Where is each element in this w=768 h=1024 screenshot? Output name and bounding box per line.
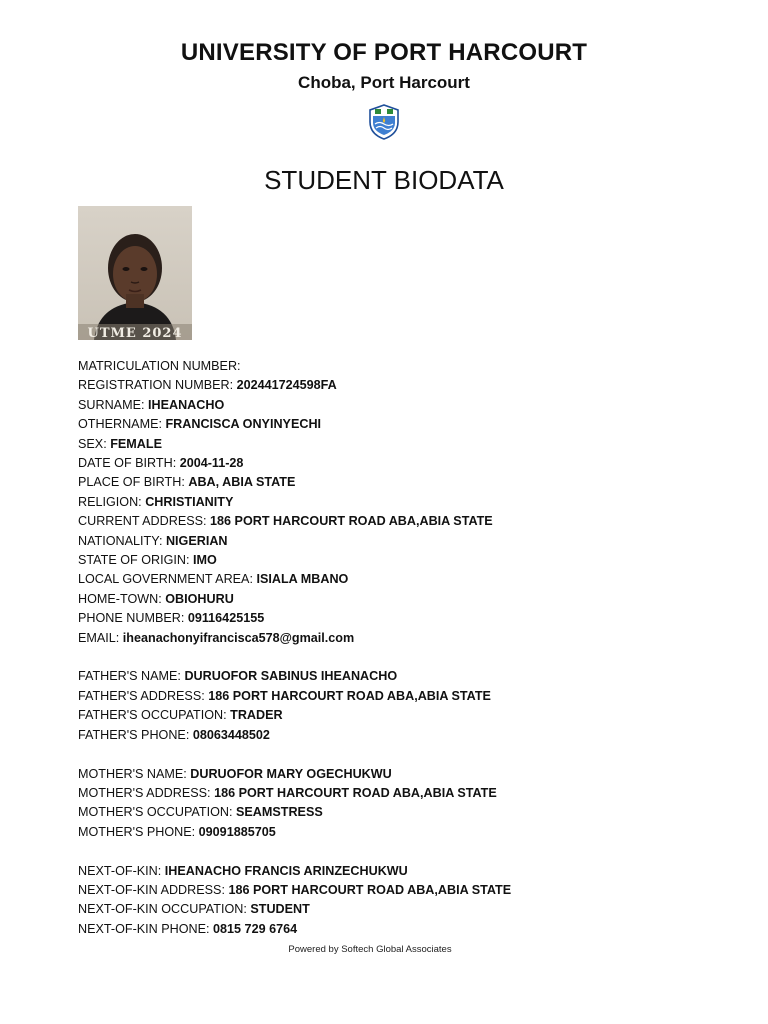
current-address-row — [78, 512, 718, 531]
field-value: STUDENT — [250, 902, 310, 917]
field-value: OBIOHURU — [165, 591, 234, 606]
mother-name-row — [78, 765, 718, 784]
field-value: DURUOFOR SABINUS IHEANACHO — [184, 669, 398, 684]
nationality-row — [78, 532, 718, 551]
field-value: iheanachonyifrancisca578@gmail.com — [122, 630, 355, 645]
field-label: FATHER'S PHONE: — [78, 727, 190, 742]
field-label: NEXT-OF-KIN OCCUPATION: — [78, 902, 247, 917]
date-of-birth-row — [78, 454, 718, 473]
university-name: UNIVERSITY OF PORT HARCOURT — [180, 39, 588, 66]
field-value: 186 PORT HARCOURT ROAD ABA,ABIA STATE — [210, 514, 493, 529]
powered-by-footer: Powered by Softech Global Associates — [288, 944, 452, 955]
state-of-origin-row — [78, 551, 718, 570]
field-value: NIGERIAN — [165, 533, 228, 548]
next-of-kin-address-row — [78, 881, 718, 900]
field-label: PHONE NUMBER: — [78, 611, 185, 626]
father-phone-row — [78, 726, 718, 745]
field-value: 186 PORT HARCOURT ROAD ABA,ABIA STATE — [228, 882, 512, 897]
field-value: 186 PORT HARCOURT ROAD ABA,ABIA STATE — [208, 688, 491, 703]
field-label: REGISTRATION NUMBER: — [78, 378, 234, 393]
field-label: NATIONALITY: — [78, 533, 163, 548]
field-label: RELIGION: — [78, 494, 142, 509]
field-label: PLACE OF BIRTH: — [78, 475, 185, 490]
field-value: 2004-11-28 — [179, 456, 244, 471]
photo-watermark: UTME 2024 — [87, 326, 183, 340]
field-value: 09116425155 — [187, 611, 265, 626]
field-label: OTHERNAME: — [78, 417, 162, 432]
field-value: FEMALE — [110, 436, 162, 451]
sex-row — [78, 435, 718, 454]
field-label: NEXT-OF-KIN ADDRESS: — [78, 882, 225, 897]
field-label: CURRENT ADDRESS: — [78, 514, 207, 529]
next-of-kin-occupation-row — [78, 900, 718, 919]
othername-row — [78, 415, 718, 434]
university-location: Choba, Port Harcourt — [298, 73, 470, 92]
field-value: FRANCISCA ONYINYECHI — [165, 417, 322, 432]
mother-occupation-row — [78, 803, 718, 822]
registration-number-row — [78, 376, 718, 395]
father-address-row — [78, 687, 718, 706]
field-label: MOTHER'S NAME: — [78, 766, 187, 781]
field-label: FATHER'S NAME: — [78, 669, 181, 684]
field-value: TRADER — [230, 708, 283, 723]
field-label: SURNAME: — [78, 397, 145, 412]
mother-phone-row — [78, 823, 718, 842]
section-gap — [78, 648, 718, 667]
home-town-row — [78, 590, 718, 609]
father-occupation-row — [78, 706, 718, 725]
university-crest-icon — [364, 102, 404, 142]
lga-row — [78, 570, 718, 589]
field-value: 186 PORT HARCOURT ROAD ABA,ABIA STATE — [214, 785, 497, 800]
field-value: ISIALA MBANO — [256, 572, 349, 587]
field-value: 202441724598FA — [236, 378, 337, 393]
email-row — [78, 629, 718, 648]
religion-row — [78, 493, 718, 512]
biodata-details — [78, 357, 718, 939]
field-value: IHEANACHO FRANCIS ARINZECHUKWU — [164, 863, 408, 878]
student-photo — [78, 206, 192, 340]
field-value: ABA, ABIA STATE — [188, 475, 296, 490]
field-value: 09091885705 — [198, 824, 276, 839]
field-value: 0815 729 6764 — [213, 921, 298, 936]
field-label: LOCAL GOVERNMENT AREA: — [78, 572, 253, 587]
field-label: HOME-TOWN: — [78, 591, 162, 606]
field-label: MOTHER'S OCCUPATION: — [78, 805, 233, 820]
field-label: FATHER'S OCCUPATION: — [78, 708, 227, 723]
next-of-kin-row — [78, 862, 718, 881]
field-label: MATRICULATION NUMBER: — [78, 359, 241, 373]
phone-number-row — [78, 609, 718, 628]
surname-row — [78, 396, 718, 415]
next-of-kin-phone-row — [78, 920, 718, 939]
father-name-row — [78, 667, 718, 686]
document-header — [0, 38, 768, 142]
field-label: FATHER'S ADDRESS: — [78, 688, 205, 703]
document-title: STUDENT BIODATA — [264, 165, 504, 195]
field-label: STATE OF ORIGIN: — [78, 553, 190, 568]
field-label: MOTHER'S PHONE: — [78, 824, 196, 839]
field-label: MOTHER'S ADDRESS: — [78, 785, 211, 800]
field-label: DATE OF BIRTH: — [78, 456, 177, 471]
field-value: SEAMSTRESS — [235, 805, 323, 820]
field-value: DURUOFOR MARY OGECHUKWU — [190, 766, 392, 781]
section-gap — [78, 842, 718, 861]
section-gap — [78, 745, 718, 764]
place-of-birth-row — [78, 473, 718, 492]
matriculation-number-row — [78, 357, 718, 376]
field-value: 08063448502 — [192, 727, 270, 742]
field-label: NEXT-OF-KIN: — [78, 863, 162, 878]
field-value: CHRISTIANITY — [145, 494, 234, 509]
field-value: IHEANACHO — [147, 397, 225, 412]
field-label: NEXT-OF-KIN PHONE: — [78, 921, 210, 936]
field-label: EMAIL: — [78, 630, 120, 645]
field-value: IMO — [192, 553, 217, 568]
field-label: SEX: — [78, 436, 107, 451]
mother-address-row — [78, 784, 718, 803]
